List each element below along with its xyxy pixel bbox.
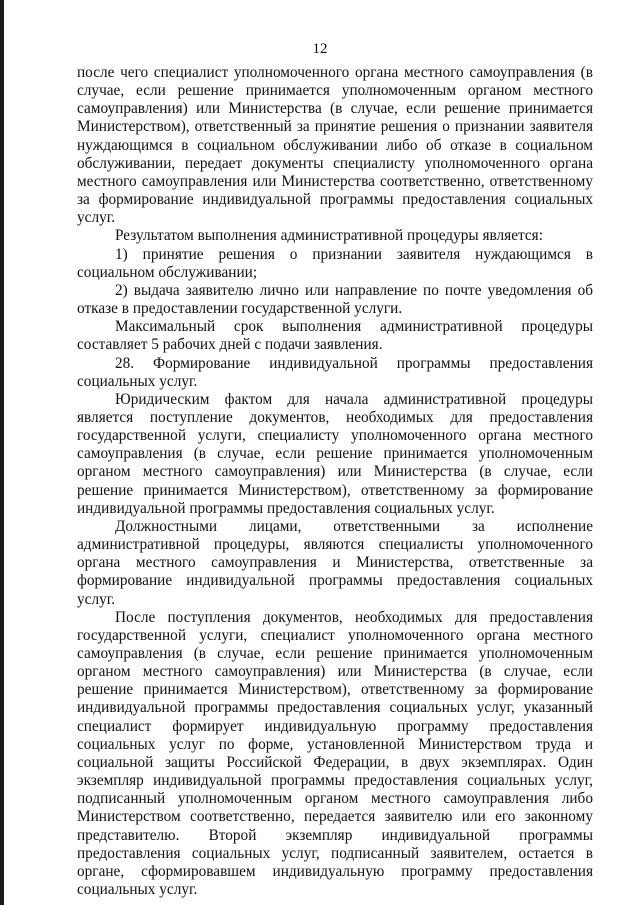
paragraph-continuation: после чего специалист уполномоченного органа местного самоуправления (в случае, если решение принимается уполномоченным органом местного самоуправления) или Министерства (в случае, если решение принимается Министерством), ответственный за принятие решения о признании заявителя нуждающимся в социальном обслуживании либо об отказе в социальном обслуживании, передает документы специалисту уполномоченного органа местного самоуправления или Министерства соответственно, ответственному за формирование индивидуальной программы предоставления социальных услуг. bbox=[77, 64, 593, 227]
page-number: 12 bbox=[312, 41, 328, 57]
paragraph-legal-fact: Юридическим фактом для начала административной процедуры является поступление документов, необходимых для предоставления государственной услуги, специалисту уполномоченного органа местного самоуправления (в случае, если решение принимается уполномоченным органом местного самоуправления) или Министерства (в случае, если решение принимается Министерством), ответственному за формирование индивидуальной программы предоставления социальных услуг. bbox=[77, 390, 593, 517]
scan-edge bbox=[0, 0, 4, 905]
paragraph-result-item-1: 1) принятие решения о признании заявителя нуждающимся в социальном обслуживании; bbox=[77, 245, 593, 281]
document-body bbox=[77, 64, 593, 899]
section-28-heading: 28. Формирование индивидуальной программы предоставления социальных услуг. bbox=[77, 354, 593, 390]
paragraph-officials: Должностными лицами, ответственными за исполнение административной процедуры, являются специалисты уполномоченного органа местного самоуправления и Министерства, ответственные за формирование индивидуальной программы предоставления социальных услуг. bbox=[77, 517, 593, 608]
paragraph-after-receipt: После поступления документов, необходимых для предоставления государственной услуги, специалист уполномоченного органа местного самоуправления (в случае, если решение принимается уполномоченным органом местного самоуправления) или Министерства (в случае, если решение принимается Министерством), ответственному за формирование индивидуальной программы предоставления социальных услуг, указанный специалист формирует индивидуальную программу предоставления социальных услуг по форме, установленной Министерством труда и социальной защиты Российской Федерации, в двух экземплярах. Один экземпляр индивидуальной программы предоставления социальных услуг, подписанный уполномоченным органом местного самоуправления либо Министерством соответственно, передается заявителю или его законному представителю. Второй экземпляр индивидуальной программы предоставления социальных услуг, подписанный заявителем, остается в органе, сформировавшем индивидуальную программу предоставления социальных услуг. bbox=[77, 608, 593, 899]
paragraph-max-term: Максимальный срок выполнения административной процедуры составляет 5 рабочих дней с подачи заявления. bbox=[77, 318, 593, 354]
paragraph-result-item-2: 2) выдача заявителю лично или направление по почте уведомления об отказе в предоставлении государственной услуги. bbox=[77, 281, 593, 318]
paragraph-result-intro: Результатом выполнения административной процедуры является: bbox=[115, 227, 543, 245]
